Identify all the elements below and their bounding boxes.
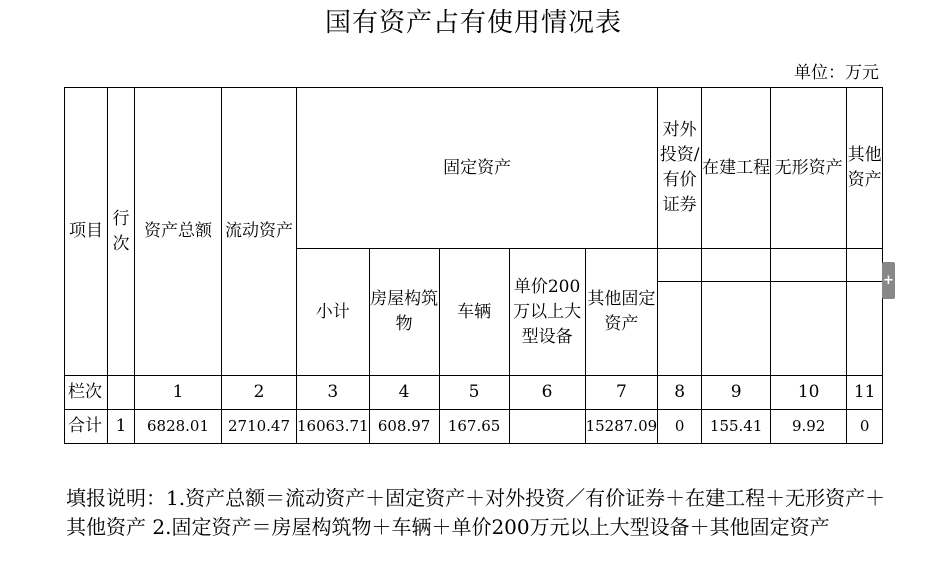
current-assets-value: 2710.47 — [222, 410, 297, 444]
column-index-cell: 10 — [771, 376, 847, 410]
large-equipment-value — [509, 410, 585, 444]
header-subtotal: 小计 — [297, 249, 370, 376]
total-row-no: 1 — [108, 410, 135, 444]
header-intangible: 无形资产 — [771, 88, 847, 249]
vehicles-value: 167.65 — [439, 410, 509, 444]
header-large-equipment: 单价200万以上大型设备 — [509, 249, 585, 376]
header-blank-cell — [702, 282, 771, 376]
column-index-cell: 5 — [439, 376, 509, 410]
column-index-cell — [108, 376, 135, 410]
header-total-assets: 资产总额 — [135, 88, 222, 376]
other-assets-value: 0 — [847, 410, 883, 444]
total-assets-value: 6828.01 — [135, 410, 222, 444]
column-index-cell: 6 — [509, 376, 585, 410]
column-index-row — [65, 376, 883, 410]
header-vehicles: 车辆 — [439, 249, 509, 376]
fixed-subtotal-value: 16063.71 — [297, 410, 370, 444]
header-other-assets: 其他资产 — [847, 88, 883, 249]
investment-value: 0 — [658, 410, 702, 444]
header-blank-cell — [847, 282, 883, 376]
column-index-cell: 1 — [135, 376, 222, 410]
header-blank-cell — [771, 282, 847, 376]
column-index-label: 栏次 — [65, 376, 108, 410]
header-investment: 对外投资/有价证券 — [658, 88, 702, 249]
intangible-value: 9.92 — [771, 410, 847, 444]
column-index-cell: 3 — [297, 376, 370, 410]
total-row-label: 合计 — [65, 410, 108, 444]
column-index-cell: 4 — [369, 376, 439, 410]
unit-label: 单位：万元 — [794, 63, 879, 83]
header-blank-cell — [702, 249, 771, 282]
filling-instructions: 填报说明：1.资产总额＝流动资产＋固定资产＋对外投资／有价证券＋在建工程＋无形资产＋其他资产 2.固定资产＝房屋构筑物＋车辆＋单价200万元以上大型设备＋其他固定资产 — [66, 486, 886, 539]
plus-icon: + — [883, 273, 894, 288]
other-fixed-value: 15287.09 — [585, 410, 658, 444]
column-index-cell: 11 — [847, 376, 883, 410]
header-current-assets: 流动资产 — [222, 88, 297, 376]
header-other-fixed: 其他固定资产 — [585, 249, 658, 376]
header-construction: 在建工程 — [702, 88, 771, 249]
page-title: 国有资产占有使用情况表 — [324, 8, 622, 38]
header-buildings: 房屋构筑物 — [369, 249, 439, 376]
header-item: 项目 — [65, 88, 108, 376]
column-index-cell: 9 — [702, 376, 771, 410]
header-blank-cell — [847, 249, 883, 282]
header-blank-cell — [771, 249, 847, 282]
column-index-cell: 2 — [222, 376, 297, 410]
header-fixed-assets: 固定资产 — [297, 88, 658, 249]
buildings-value: 608.97 — [369, 410, 439, 444]
column-index-cell: 7 — [585, 376, 658, 410]
header-blank-cell — [658, 282, 702, 376]
asset-table — [64, 87, 883, 444]
expand-button[interactable] — [882, 262, 895, 299]
construction-value: 155.41 — [702, 410, 771, 444]
header-blank-cell — [658, 249, 702, 282]
total-row — [65, 410, 883, 444]
column-index-cell: 8 — [658, 376, 702, 410]
header-row-no: 行次 — [108, 88, 135, 376]
